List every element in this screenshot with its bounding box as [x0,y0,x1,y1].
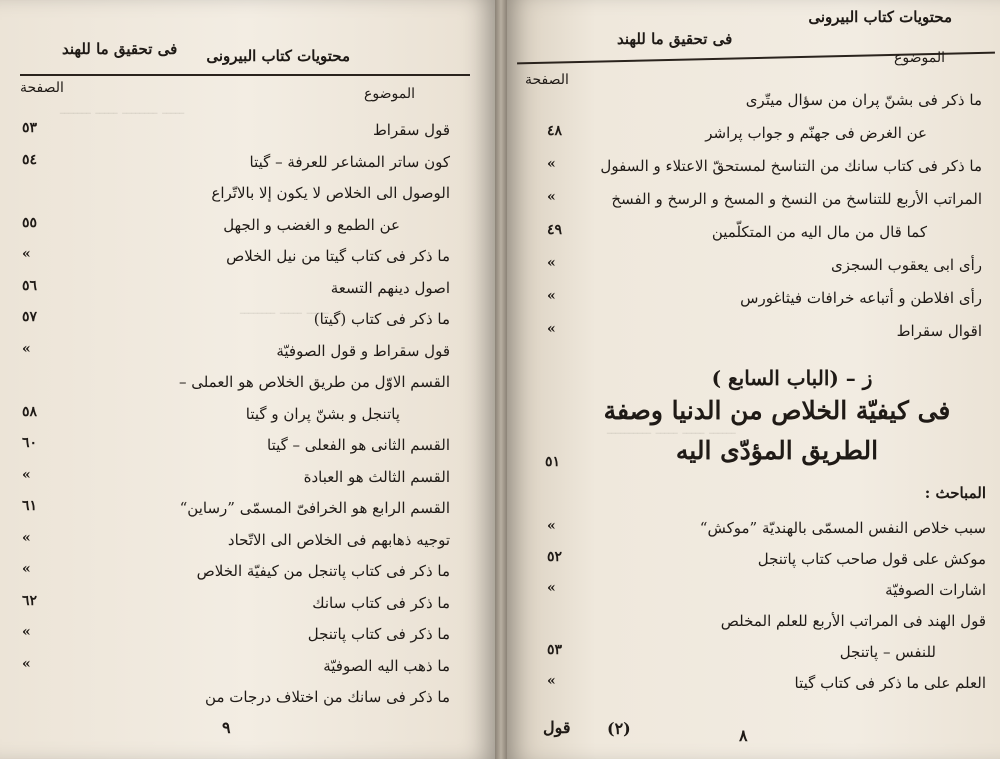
toc-entry-page: » [547,189,556,205]
running-header-subtitle: فى تحقيق ما للهند [617,30,733,48]
toc-entry-text: القسم الرابع هو الخرافىّ المسمّى ”رساين“ [179,499,450,517]
toc-entry-text: اصول دينهم التسعة [330,278,450,297]
chapter-title: فى كيفيّة الخلاص من الدنيا وصفة [603,396,951,425]
toc-entry-page: ٦١ [22,498,38,514]
toc-entry-page: » [22,624,31,640]
subheading: المباحث : [924,484,986,502]
bleed-through-text: ـــــــ ـــــ ــــــــ ـــــ [60,100,185,118]
bleed-through-text: ــــــــــ ـــــ ـــــ ــــــ [607,420,736,438]
toc-entry-text: موكش على قول صاحب كتاب پاتنجل [757,550,986,568]
toc-entry-page: ٦٢ [22,592,38,609]
toc-entry-text: قول سقراط و قول الصوفيّة [276,341,450,360]
toc-entry-text: كون ساتر المشاعر للعرفة – گيتا [249,152,450,171]
column-header-page: الصفحة [20,80,64,96]
toc-entry-text: ما ذهب اليه الصوفيّة [323,656,450,675]
toc-entry-page: ٦٠ [22,435,38,451]
toc-entry-text: عن الغرض فى جهنّم و جواب پراشر [705,124,927,142]
toc-entry-text: ما ذكر فى بشنّ پران من سؤال ميتّرى [745,91,982,109]
toc-entry-page: ٥٨ [22,403,38,420]
header-rule [20,74,470,76]
toc-entry-page: ٥٥ [22,214,38,231]
toc-entry-text: القسم الثانى هو الفعلى – گيتا [267,436,450,454]
column-header-topic: الموضوع [894,50,945,66]
toc-entry-text: ما ذكر فى كتاب سانك [312,593,450,612]
toc-entry-text: القسم الاوّل من طريق الخلاص هو العملى – [178,373,450,391]
toc-entry-text: ما ذكر فى كتاب پاتنجل [307,625,450,643]
toc-entry-page: ٥٣ [22,120,38,136]
toc-entry-text: رأى ابى يعقوب السجزى [831,256,982,274]
toc-entry-page: » [547,156,556,172]
chapter-title-continued: الطريق المؤدّى اليه [675,436,879,465]
toc-entry-text: القسم الثالث هو العبادة [303,467,450,486]
toc-entry-text: للنفس – پاتنجل [839,643,936,661]
chapter-number: ز – (الباب السابع ) [711,366,873,390]
toc-entry-text: الوصول الى الخلاص لا يكون إلا بالاتّراع [211,184,450,202]
toc-entry-text: سبب خلاص النفس المسمّى بالهنديّة ”موكش“ [699,519,986,537]
bleed-through-text: ــــــــ ـــــ ـــــ [240,300,329,318]
toc-entry-page: » [547,321,556,337]
toc-entry-page: ٥٤ [22,151,38,168]
toc-entry-text: اقوال سقراط [896,322,982,340]
toc-entry-text: عن الطمع و الغضب و الجهل [223,215,400,234]
running-header-title: محتويات كتاب البيرونى [808,8,952,26]
folio-number: ٩ [222,718,231,737]
right-page [507,0,1000,759]
toc-entry-text: پاتنجل و بشنّ پران و گيتا [245,404,400,423]
toc-entry-page: » [547,673,556,689]
toc-entry-page: ٥٣ [547,642,563,658]
toc-entry-page: » [547,288,556,304]
toc-entry-text: ما ذكر فى كتاب گيتا من نيل الخلاص [226,247,450,265]
running-header-title: محتويات كتاب البيرونى [206,47,350,65]
toc-entry-page: ٥٦ [22,277,38,294]
folio-number: ٨ [739,726,748,745]
running-header-subtitle: فى تحقيق ما للهند [62,40,178,58]
toc-entry-text: رأى افلاطن و أتباعه خرافات فيثاغورس [740,289,982,307]
toc-entry-text: اشارات الصوفيّة [885,581,986,599]
column-header-page: الصفحة [525,72,569,88]
toc-entry-page: ٤٨ [547,123,563,139]
toc-entry-page: ٤٩ [547,222,563,238]
toc-entry-text: كما قال من مال اليه من المتكلّمين [711,223,927,241]
toc-entry-page: » [22,529,31,546]
toc-entry-page: » [22,561,31,577]
toc-entry-page: » [22,340,31,357]
toc-entry-page: » [547,255,556,271]
fascicle-mark: (٢) [607,719,631,738]
book-gutter [495,0,507,759]
toc-entry-text: ما ذكر فى كتاب پاتنجل من كيفيّة الخلاص [196,562,450,580]
toc-entry-page: » [547,580,556,596]
catchword: قول [543,718,571,737]
column-header-topic: الموضوع [364,86,415,102]
toc-entry-text: المراتب الأربع للتناسخ من النسخ و المسخ و الرسخ و الفسخ [611,190,982,208]
toc-entry-page: ٥٢ [547,549,563,565]
toc-entry-text: قول سقراط [372,121,450,139]
toc-entry-page: » [22,246,31,262]
toc-entry-text: توجيه ذهابهم فى الخلاص الى الاتّحاد [227,530,450,549]
left-page [0,0,495,759]
toc-entry-page: » [22,655,31,672]
toc-entry-text: ما ذكر فى كتاب (گيتا) [313,310,450,328]
toc-entry-page: ٥٧ [22,309,38,325]
toc-entry-text: العلم على ما ذكر فى كتاب گيتا [794,674,986,692]
toc-entry-text: قول الهند فى المراتب الأربع للعلم المخلص [720,612,986,630]
chapter-page-number: ٥١ [545,454,561,470]
toc-entry-text: ما ذكر فى سانك من اختلاف درجات من [205,688,450,706]
toc-entry-page: » [547,518,556,534]
toc-entry-text: ما ذكر فى كتاب سانك من التناسخ لمستحقّ الاعتلاء و السفول [600,157,982,175]
toc-entry-page: » [22,466,31,483]
